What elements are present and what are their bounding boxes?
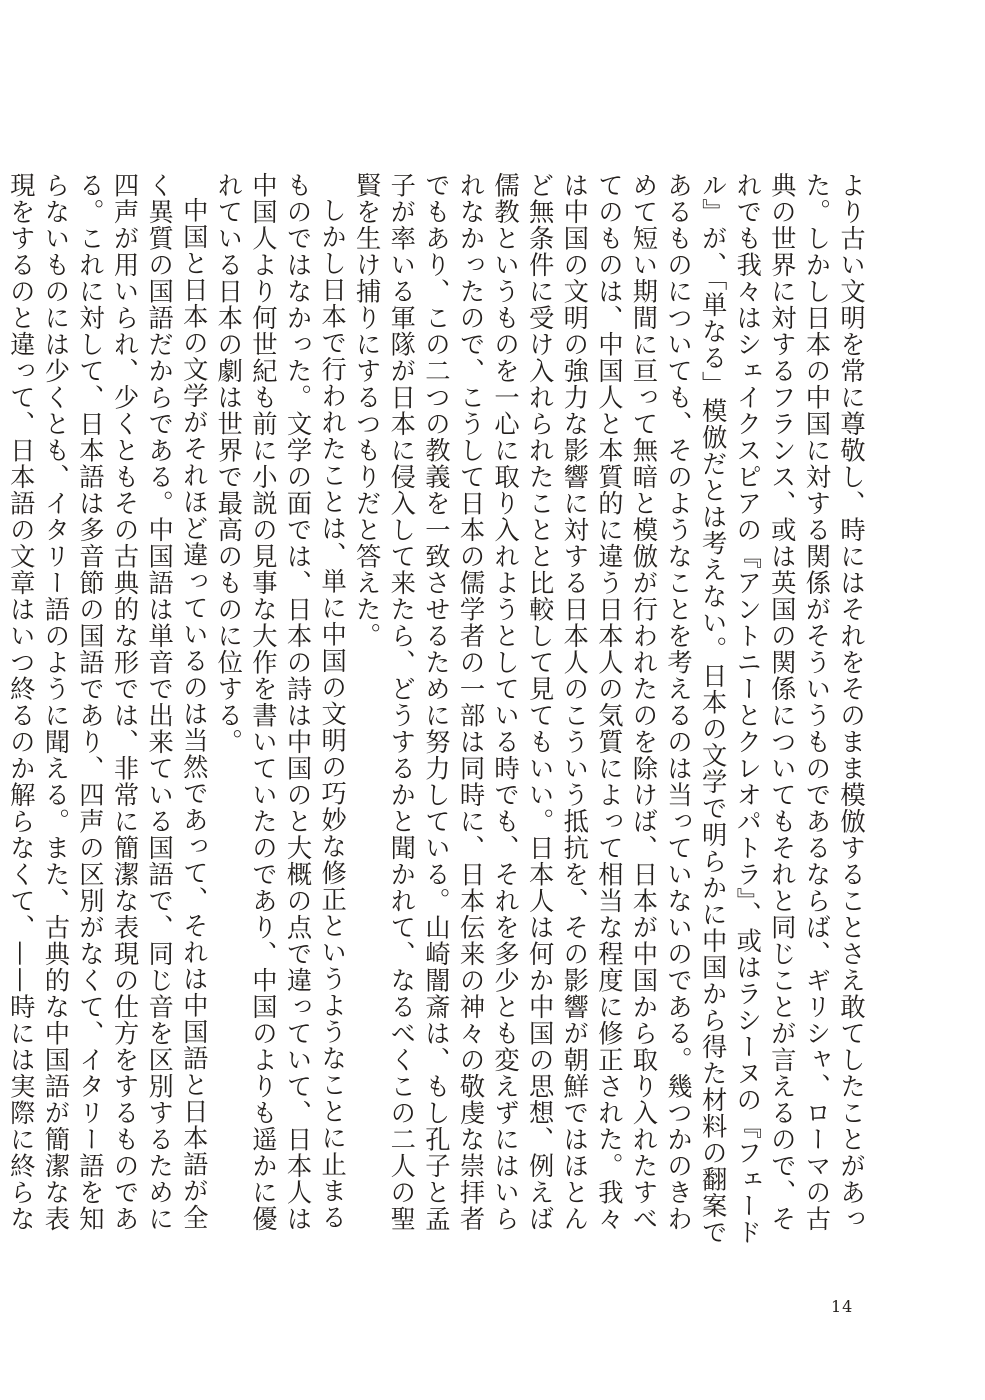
paragraph-3: 中国と日本の文学がそれほど違っているのは当然であって、それは中国語と日本語が全く異質の国語だからである。中国語は単音で出来ている国語で、同じ音を区別するために四声が用いられ、少くともその古典的な形では、非常に簡潔な表現の仕方をするものである。これに対して、日本語は多音節の国語であり、四声の区別がなくて、イタリー語を知らないものには少くとも、イタリー語のように聞える。また、古典的な中国語が簡潔な表現をするのと違って、日本語の文章はいつ終るのか解らなくて、——時には実際に終らな [6, 172, 209, 1232]
vertical-text-body [3, 172, 868, 1252]
page-number: 14 [831, 1297, 854, 1316]
paragraph-1: より古い文明を常に尊敬し、時にはそれをそのまま模倣することさえ敢てしたことがあった。しかし日本の中国に対する関係がそういうものであるならば、ギリシャ、ローマの古典の世界に対するフランス、或は英国の関係についてもそれと同じことが言えるので、それでも我々はシェイクスピアの『アントニーとクレオパトラ』、或はラシーヌの『フェードル』が、「単なる」模倣だとは考えない。日本の文学で明らかに中国から得た材料の翻案であるものについても、そのようなことを考えるのは当っていないのである。幾つかのきわめて短い期間に亘って無暗と模倣が行われたのを除けば、日本が中国から取り入れたすべてのものは、中国人と本質的に違う日本人の気質によって相当な程度に修正された。我々は中国の文明の強力な影響に対する日本人のこういう抵抗を、その影響が朝鮮ではほとんど無条件に受け入れられたことと比較して見てもいい。日本人は何か中国の思想、例えば儒教というものを一心に取り入れようとしている時でも、それを多少とも変えずにはいられなかったので、こうして日本の儒学者の一部は同時に、日本伝来の神々の敬虔な崇拝者でもあり、この二つの教義を一致させるために努力している。山崎闇斎は、もし孔子と孟子が率いる軍隊が日本に侵入して来たら、どうするかと聞かれて、なるべくこの二人の聖賢を生け捕りにするつもりだと答えた。 [352, 172, 866, 1246]
paragraph-2: しかし日本で行われたことは、単に中国の文明の巧妙な修正というようなことに止まるものではなかった。文学の面では、日本の詩は中国のと大概の点で違っていて、日本人は中国人より何世紀も前に小説の見事な大作を書いていたのであり、中国のよりも遥かに優れている日本の劇は世界で最高のものに位する。 [214, 172, 348, 1232]
